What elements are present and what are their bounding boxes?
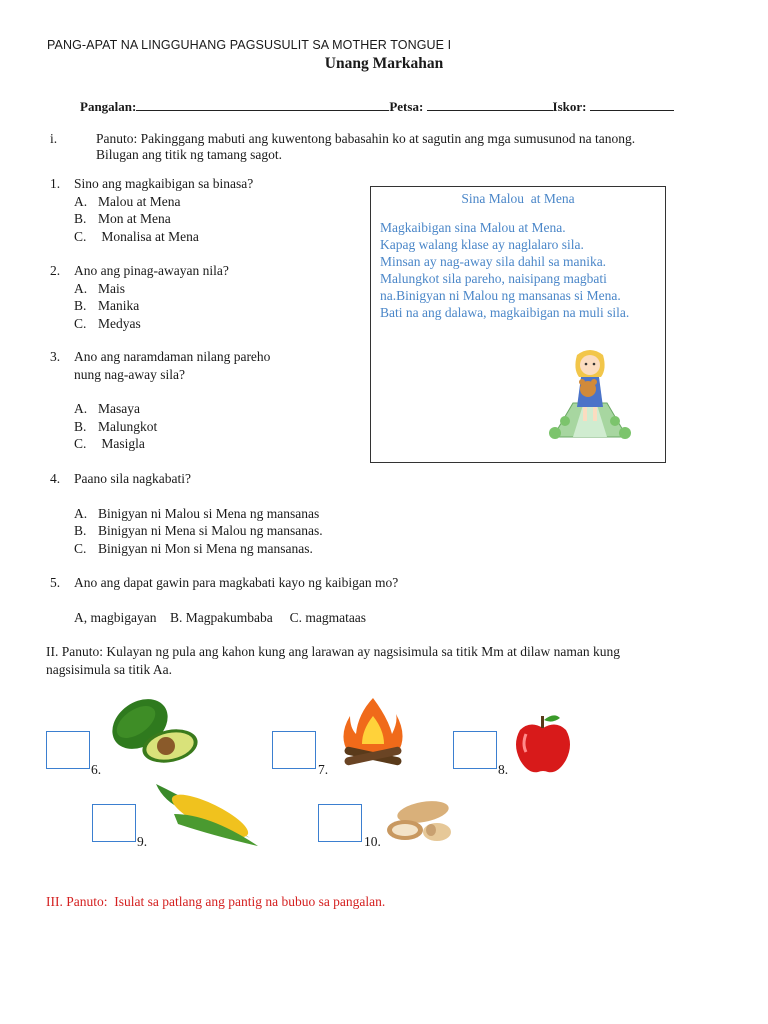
petsa-label: Petsa: <box>389 99 427 114</box>
option-c[interactable]: Medyas <box>98 315 141 331</box>
option-b[interactable]: Mon at Mena <box>98 211 171 226</box>
story-box <box>370 186 666 463</box>
option-letter: C. <box>74 228 87 244</box>
question-2 <box>50 262 229 332</box>
option-c[interactable]: Masigla <box>98 436 145 451</box>
option-b[interactable]: Malungkot <box>98 418 158 434</box>
question-5-options[interactable]: A, magbigayan B. Magpakumbaba C. magmataas <box>74 609 367 625</box>
color-box-8[interactable] <box>453 731 497 769</box>
apple-image <box>512 712 574 776</box>
story-line: na.Binigyan ni Malou ng mansanas si Mena. <box>380 288 621 303</box>
name-blank[interactable] <box>136 98 389 111</box>
part3-instruction: III. Panuto: Isulat sa patlang ang pantig na bubuo sa pangalan. <box>46 894 386 909</box>
exam-header: PANG-APAT NA LINGGUHANG PAGSUSULIT SA MOTHER TONGUE I <box>47 38 452 52</box>
story-line: Kapag walang klase ay naglalaro sila. <box>380 237 584 252</box>
option-letter: A. <box>74 401 88 416</box>
iskor-label: Iskor: <box>552 99 590 114</box>
option-letter: A. <box>74 193 88 209</box>
item-label-7: 7. <box>318 762 329 777</box>
question-text-line1: Ano ang naramdaman nilang pareho <box>74 349 271 364</box>
question-number: 5. <box>50 575 61 590</box>
girl-with-teddy-illustration <box>543 345 637 445</box>
question-4 <box>50 470 323 557</box>
story-line: Bati na ang dalawa, magkaibigan na muli sila. <box>380 305 630 320</box>
peanuts-image <box>383 796 459 846</box>
question-number: 2. <box>50 263 61 278</box>
option-letter: C. <box>74 315 87 331</box>
question-text: Ano ang pinag-awayan nila? <box>74 263 229 278</box>
item-label-9: 9. <box>137 834 148 849</box>
petsa-blank[interactable] <box>427 98 553 111</box>
question-number: 3. <box>50 349 61 364</box>
option-letter: B. <box>74 418 87 434</box>
option-c[interactable]: Binigyan ni Mon si Mena ng mansanas. <box>98 540 313 556</box>
option-letter: B. <box>74 211 87 226</box>
question-text: Paano sila nagkabati? <box>74 471 191 486</box>
info-fields-row <box>80 98 674 115</box>
campfire-image <box>338 694 408 772</box>
story-line: Malungkot sila pareho, naisipang magbati <box>380 271 607 286</box>
name-label: Pangalan: <box>80 99 137 114</box>
option-a[interactable]: Mais <box>98 280 125 296</box>
part1-instruction-line1: Panuto: Pakinggang mabuti ang kuwentong babasahin ko at sagutin ang mga sumusunod na tanong. <box>96 131 636 146</box>
option-a[interactable]: Binigyan ni Malou si Mena ng mansanas <box>98 505 320 521</box>
item-label-6: 6. <box>91 762 102 777</box>
question-text-line2: nung nag-away sila? <box>74 366 185 382</box>
option-letter: B. <box>74 298 87 313</box>
question-text: Sino ang magkaibigan sa binasa? <box>74 176 254 191</box>
part1-instruction-line2: Bilugan ang titik ng tamang sagot. <box>96 147 282 162</box>
option-a[interactable]: Masaya <box>98 401 140 416</box>
question-5 <box>50 574 398 626</box>
option-b[interactable]: Binigyan ni Mena si Malou ng mansanas. <box>98 523 323 538</box>
page-title: Unang Markahan <box>324 55 444 72</box>
item-label-8: 8. <box>498 762 509 777</box>
question-3 <box>50 348 270 453</box>
color-box-6[interactable] <box>46 731 90 769</box>
part2-instruction-line2: nagsisimula sa titik Aa. <box>46 662 172 677</box>
option-c[interactable]: Monalisa at Mena <box>98 228 199 244</box>
option-b[interactable]: Manika <box>98 298 140 313</box>
question-number: 1. <box>50 176 61 191</box>
option-a[interactable]: Malou at Mena <box>98 193 181 209</box>
option-letter: C. <box>74 436 87 451</box>
iskor-blank[interactable] <box>590 98 674 111</box>
option-letter: A. <box>74 505 88 521</box>
part2-instruction-line1: II. Panuto: Kulayan ng pula ang kahon kung ang larawan ay nagsisimula sa titik Mm at dilaw naman kung <box>46 644 621 659</box>
story-line: Magkaibigan sina Malou at Mena. <box>380 220 566 235</box>
color-box-7[interactable] <box>272 731 316 769</box>
option-letter: C. <box>74 540 87 556</box>
avocado-image <box>106 694 200 770</box>
question-1 <box>50 175 253 245</box>
color-box-10[interactable] <box>318 804 362 842</box>
color-box-9[interactable] <box>92 804 136 842</box>
question-text: Ano ang dapat gawin para magkabati kayo ng kaibigan mo? <box>74 575 399 590</box>
question-number: 4. <box>50 471 61 486</box>
option-letter: B. <box>74 523 87 538</box>
corn-image <box>154 780 266 848</box>
story-line: Minsan ay nag-away sila dahil sa manika. <box>380 254 607 269</box>
option-letter: A. <box>74 280 88 296</box>
item-label-10: 10. <box>364 834 381 849</box>
story-title: Sina Malou at Mena <box>461 191 575 206</box>
part1-numeral: i. <box>50 131 58 146</box>
